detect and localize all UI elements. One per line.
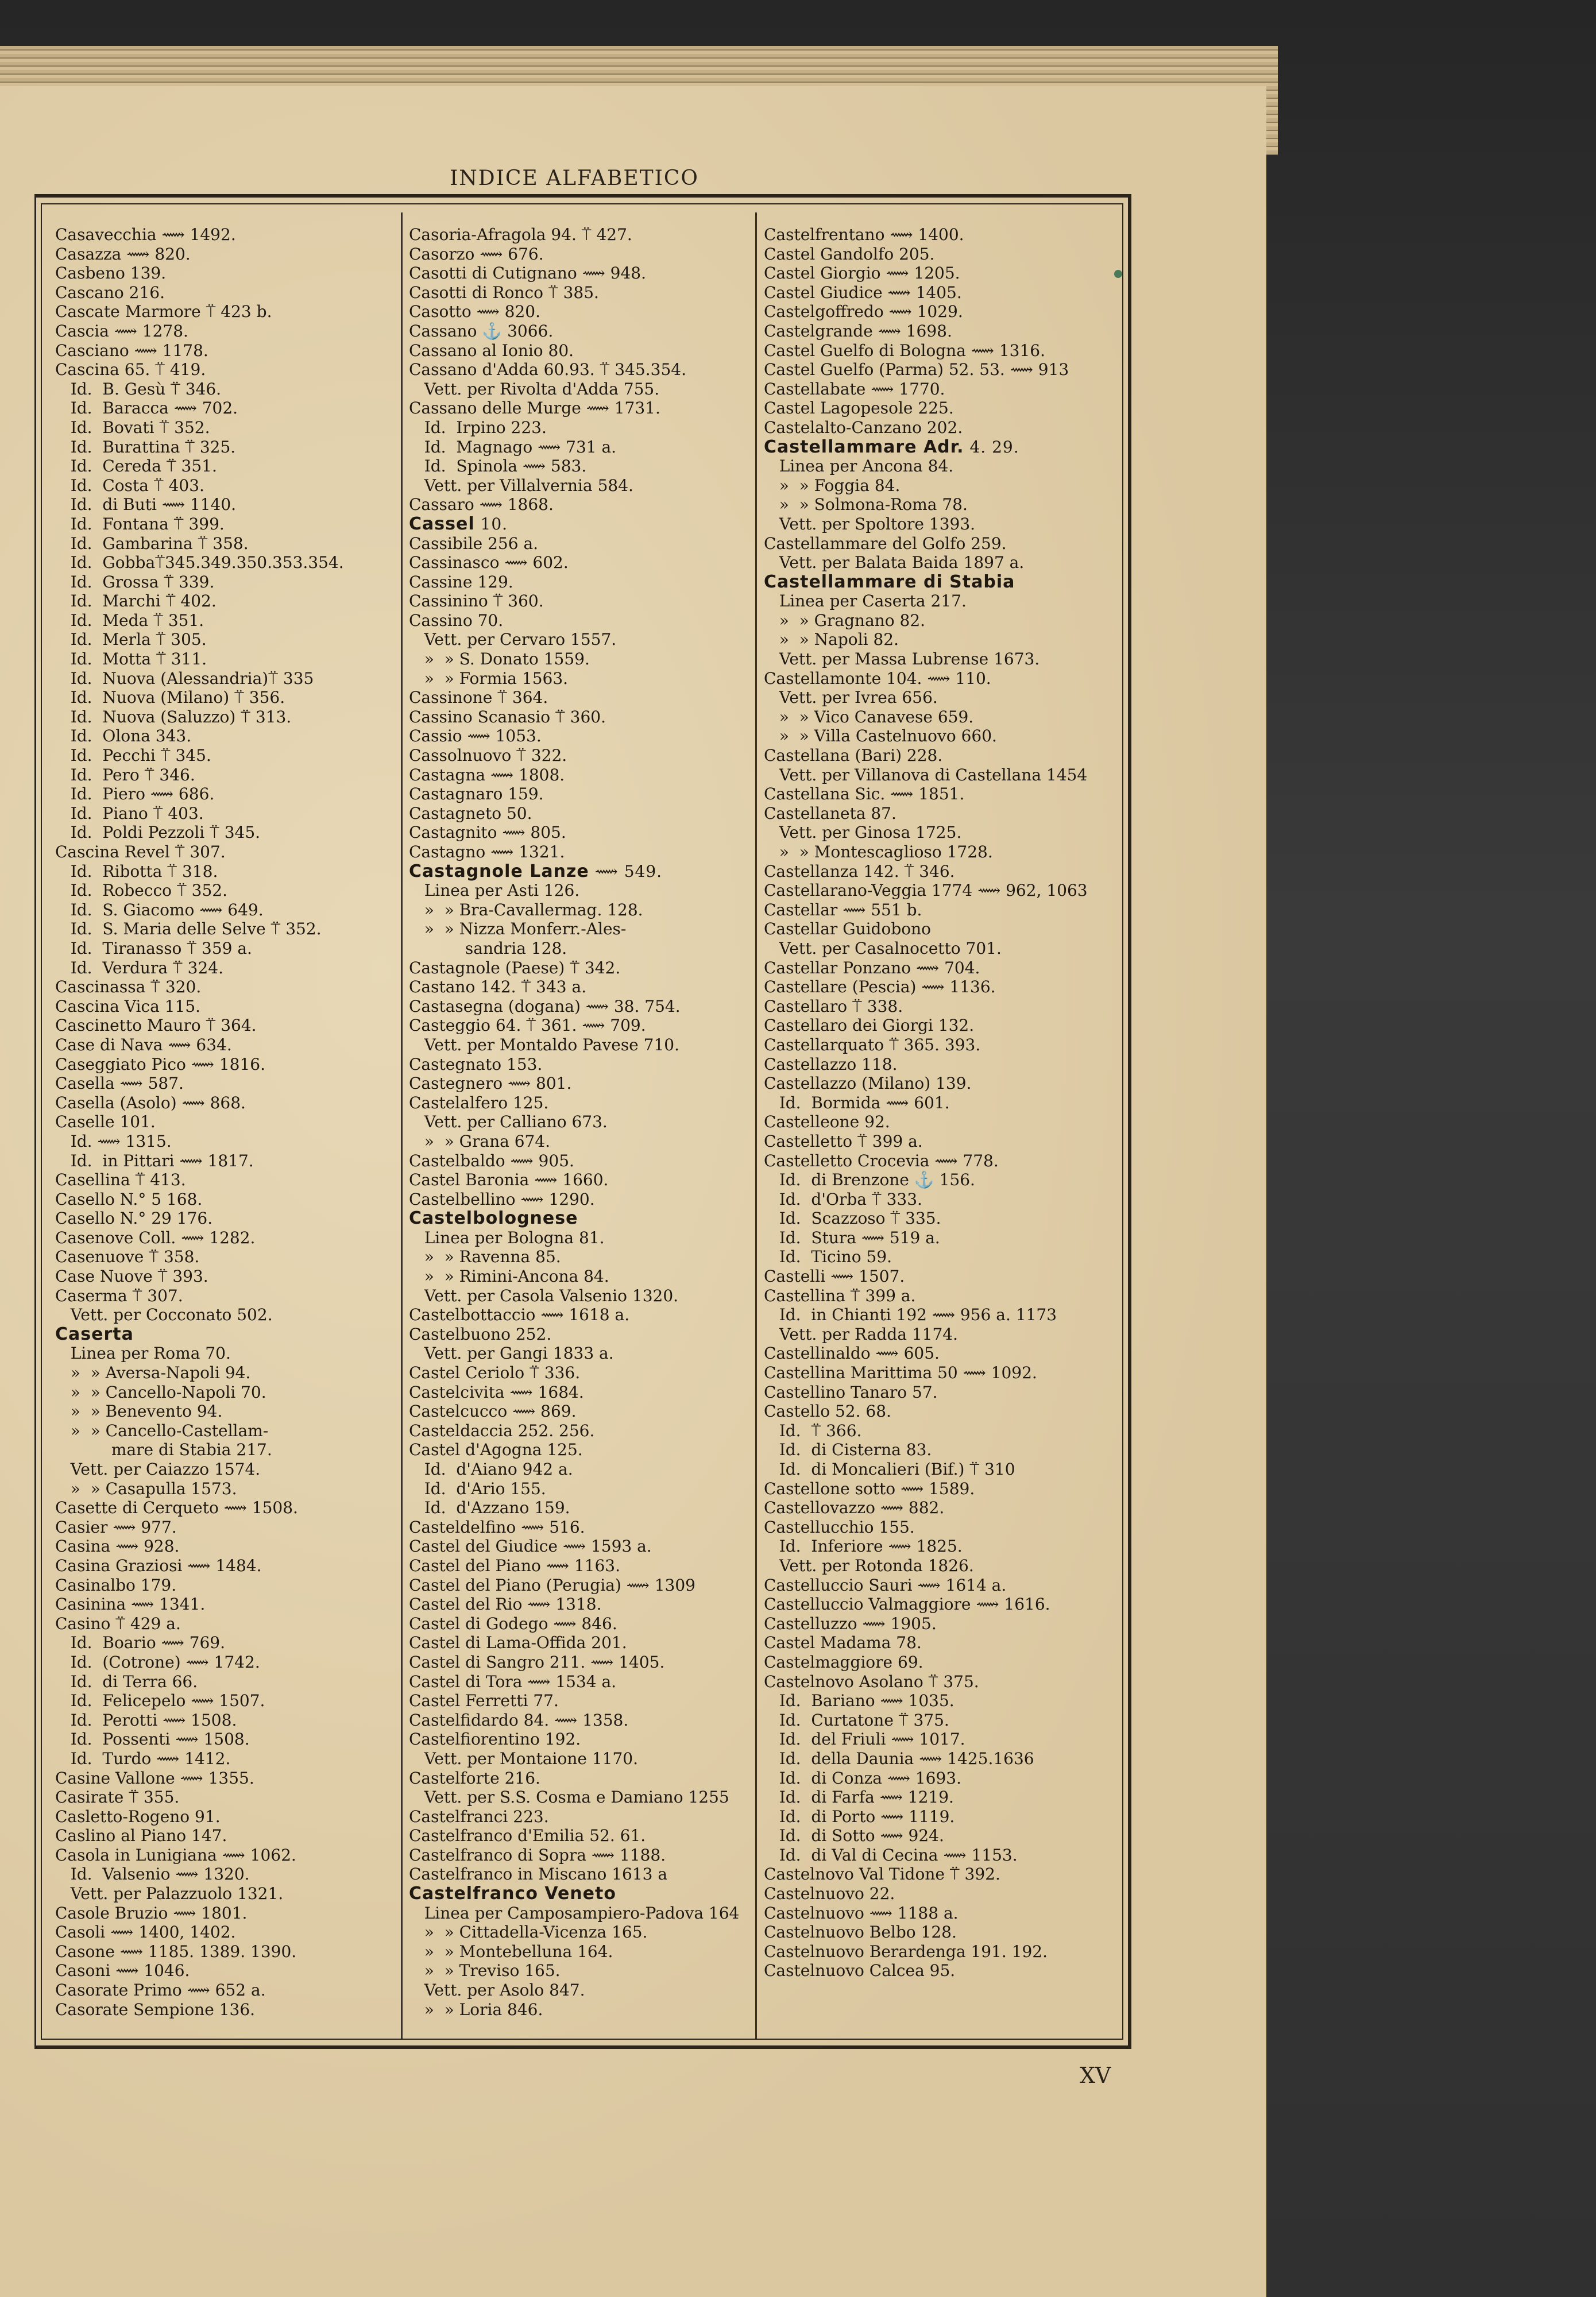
page-header: INDICE ALFABETICO <box>450 167 699 190</box>
index-heading-entry: Castellammare di Stabia <box>764 572 1015 592</box>
index-entry: Cassio ⟿ 1053. <box>409 726 542 746</box>
index-entry: Castel di Sangro 211. ⟿ 1405. <box>409 1652 665 1672</box>
index-entry: Casone ⟿ 1185. 1389. 1390. <box>55 1942 297 1961</box>
index-entry: Case Nuove ⍡ 393. <box>55 1267 208 1286</box>
index-entry: Castelleone 92. <box>764 1112 890 1132</box>
index-entry: Castelluccio Sauri ⟿ 1614 a. <box>764 1575 1007 1595</box>
index-entry: » » Bra-Cavallermag. 128. <box>409 900 643 919</box>
index-entry: Id. Curtatone ⍡ 375. <box>764 1710 949 1730</box>
index-entry: Id. d'Azzano 159. <box>409 1498 570 1518</box>
ink-spot <box>1114 270 1122 278</box>
index-entry: Castagnole (Paese) ⍡ 342. <box>409 958 621 977</box>
index-entry: Castelcivita ⟿ 1684. <box>409 1382 584 1402</box>
index-entry: Castellino Tanaro 57. <box>764 1382 938 1402</box>
index-entry: Id. Nuova (Milano) ⍡ 356. <box>55 688 285 707</box>
index-entry: Casorate Primo ⟿ 652 a. <box>55 1981 266 2000</box>
index-entry: Id. in Chianti 192 ⟿ 956 a. 1173 <box>764 1305 1057 1325</box>
index-entry: Castel di Lama-Offida 201. <box>409 1633 627 1653</box>
index-entry: Casello N.° 5 168. <box>55 1189 203 1209</box>
index-entry: Casletto-Rogeno 91. <box>55 1807 221 1826</box>
index-entry: Castellaneta 87. <box>764 803 896 823</box>
index-entry: Vett. per Rivolta d'Adda 755. <box>409 379 660 399</box>
index-entry: Cassinasco ⟿ 602. <box>409 553 569 573</box>
index-entry: Castagna ⟿ 1808. <box>409 765 565 784</box>
index-entry: Castel Lagopesole 225. <box>764 399 954 418</box>
index-entry: Castel Madama 78. <box>764 1633 922 1653</box>
index-entry: Id. Robecco ⍡ 352. <box>55 881 227 900</box>
index-entry: Id. Scazzoso ⍡ 335. <box>764 1209 941 1228</box>
index-entry: Castellovazzo ⟿ 882. <box>764 1498 945 1518</box>
index-entry: Id. d'Ario 155. <box>409 1479 546 1498</box>
index-entry: » » Napoli 82. <box>764 630 899 649</box>
index-entry: Castel di Tora ⟿ 1534 a. <box>409 1672 617 1691</box>
index-entry: Castelgrande ⟿ 1698. <box>764 321 952 341</box>
index-entry: Castelnuovo Berardenga 191. 192. <box>764 1942 1048 1961</box>
index-entry: Id. di Val di Cecina ⟿ 1153. <box>764 1845 1018 1865</box>
heading-name: Castellammare Adr. <box>764 437 964 457</box>
column-divider-2 <box>755 212 757 2039</box>
index-entry: Id. ⟿ 1315. <box>55 1131 172 1151</box>
index-entry: Castelnovo Asolano ⍡ 375. <box>764 1672 979 1691</box>
index-entry: Castelnovo Val Tidone ⍡ 392. <box>764 1865 1000 1884</box>
index-entry: Casteldelfino ⟿ 516. <box>409 1517 585 1537</box>
index-entry: Castellana Sic. ⟿ 1851. <box>764 784 965 804</box>
index-entry: Linea per Roma 70. <box>55 1344 231 1363</box>
index-entry: Id. di Buti ⟿ 1140. <box>55 495 237 515</box>
index-entry: Id. Nuova (Alessandria)⍡ 335 <box>55 668 314 688</box>
index-entry: Casine Vallone ⟿ 1355. <box>55 1768 254 1788</box>
index-entry: Id. Pero ⍡ 346. <box>55 765 195 784</box>
index-entry: Vett. per Villanova di Castellana 1454 <box>764 765 1088 784</box>
index-entry: Castelfranco d'Emilia 52. 61. <box>409 1826 646 1846</box>
index-entry: Castasegna (dogana) ⟿ 38. 754. <box>409 996 681 1016</box>
index-entry: Castel di Godego ⟿ 846. <box>409 1614 617 1633</box>
index-column-1 <box>55 225 400 2019</box>
index-entry: Castelfranci 223. <box>409 1807 549 1826</box>
index-entry: » » Cancello-Castellam- <box>55 1421 269 1440</box>
index-column-3 <box>764 225 1108 1981</box>
index-entry: Casole Bruzio ⟿ 1801. <box>55 1903 248 1923</box>
index-entry: Castegnato 153. <box>409 1054 543 1074</box>
index-entry: Casteggio 64. ⍡ 361. ⟿ 709. <box>409 1016 646 1035</box>
index-entry: Castellabate ⟿ 1770. <box>764 379 945 399</box>
index-entry: Castelbottaccio ⟿ 1618 a. <box>409 1305 630 1325</box>
index-entry: Castelfranco in Miscano 1613 a <box>409 1865 668 1884</box>
index-entry: Caseggiato Pico ⟿ 1816. <box>55 1054 265 1074</box>
index-entry: » » Vico Canavese 659. <box>764 707 974 726</box>
index-entry: Vett. per Montaione 1170. <box>409 1749 638 1768</box>
index-entry: Vett. per Balata Baida 1897 a. <box>764 553 1025 573</box>
index-entry: Castelfrentano ⟿ 1400. <box>764 225 964 244</box>
index-entry: » » Aversa-Napoli 94. <box>55 1363 251 1383</box>
index-entry: Id. Burattina ⍡ 325. <box>55 437 236 457</box>
index-entry: Id. del Friuli ⟿ 1017. <box>764 1730 965 1749</box>
index-entry: » » Foggia 84. <box>764 475 901 495</box>
index-entry: » » Grana 674. <box>409 1131 551 1151</box>
index-entry: Castel d'Agogna 125. <box>409 1440 583 1460</box>
index-entry: Vett. per Radda 1174. <box>764 1324 959 1344</box>
heading-name: Castagnole Lanze <box>409 861 589 881</box>
index-entry: Id. Baracca ⟿ 702. <box>55 399 238 418</box>
index-entry: Castellazzo (Milano) 139. <box>764 1074 972 1093</box>
index-entry: Castelbuono 252. <box>409 1324 552 1344</box>
index-entry: Id. Ticino 59. <box>764 1247 892 1267</box>
index-entry: » » Villa Castelnuovo 660. <box>764 726 997 746</box>
index-entry: Castel Guelfo (Parma) 52. 53. ⟿ 913 <box>764 360 1069 380</box>
index-entry: Linea per Asti 126. <box>409 881 580 900</box>
index-entry: Caslino al Piano 147. <box>55 1826 227 1846</box>
index-entry: Id. Gambarina ⍡ 358. <box>55 533 249 553</box>
index-entry: Id. di Moncalieri (Bif.) ⍡ 310 <box>764 1460 1015 1479</box>
index-entry: Id. della Daunia ⟿ 1425.1636 <box>764 1749 1034 1768</box>
index-entry: Casola in Lunigiana ⟿ 1062. <box>55 1845 296 1865</box>
index-entry: Castelalto-Canzano 202. <box>764 417 963 437</box>
index-entry: Castel Giorgio ⟿ 1205. <box>764 264 960 283</box>
index-entry: » » Loria 846. <box>409 2000 543 2019</box>
index-entry: Casotti di Cutignano ⟿ 948. <box>409 264 646 283</box>
index-entry: Caserma ⍡ 307. <box>55 1286 183 1305</box>
index-entry: Cassinone ⍡ 364. <box>409 688 548 707</box>
index-entry: Casbeno 139. <box>55 264 167 283</box>
index-entry: Vett. per Massa Lubrense 1673. <box>764 649 1040 669</box>
index-entry: Castellarano-Veggia 1774 ⟿ 962, 1063 <box>764 881 1088 900</box>
index-entry: Cascina Vica 115. <box>55 996 201 1016</box>
index-entry: Id. Bariano ⟿ 1035. <box>764 1691 954 1711</box>
index-entry: Id. Perotti ⟿ 1508. <box>55 1710 237 1730</box>
index-entry: Casoni ⟿ 1046. <box>55 1961 190 1981</box>
index-entry: Casciano ⟿ 1178. <box>55 341 208 360</box>
index-entry: Castello 52. 68. <box>764 1402 891 1421</box>
index-entry: Vett. per Casola Valsenio 1320. <box>409 1286 679 1305</box>
index-entry: Id. S. Maria delle Selve ⍡ 352. <box>55 919 322 939</box>
index-entry: Cassinino ⍡ 360. <box>409 591 544 611</box>
index-entry: Id. ⍡ 366. <box>764 1421 862 1440</box>
index-entry: Linea per Camposampiero-Padova 164 <box>409 1903 740 1923</box>
index-entry: Castellana (Bari) 228. <box>764 746 943 765</box>
index-entry: Castellone sotto ⟿ 1589. <box>764 1479 975 1498</box>
index-entry: Castelletto Crocevia ⟿ 778. <box>764 1151 999 1170</box>
index-entry: Casazza ⟿ 820. <box>55 244 191 264</box>
index-entry: Id. Gobba⍡345.349.350.353.354. <box>55 553 344 573</box>
index-entry: Castellammare del Golfo 259. <box>764 533 1007 553</box>
index-entry: Casinalbo 179. <box>55 1575 177 1595</box>
index-entry: Vett. per Gangi 1833 a. <box>409 1344 614 1363</box>
index-entry: Id. Piero ⟿ 686. <box>55 784 215 804</box>
index-entry: Id. in Pittari ⟿ 1817. <box>55 1151 254 1170</box>
index-entry: Casina Graziosi ⟿ 1484. <box>55 1556 262 1575</box>
index-entry: Vett. per S.S. Cosma e Damiano 1255 <box>409 1788 729 1807</box>
index-entry: Id. B. Gesù ⍡ 346. <box>55 379 222 399</box>
index-entry: Id. di Cisterna 83. <box>764 1440 932 1460</box>
index-entry: Casenuove ⍡ 358. <box>55 1247 200 1267</box>
index-entry: Cascano 216. <box>55 283 165 302</box>
index-entry: Castel del Piano ⟿ 1163. <box>409 1556 620 1575</box>
index-entry: Castellamonte 104. ⟿ 110. <box>764 668 991 688</box>
index-entry: Casette di Cerqueto ⟿ 1508. <box>55 1498 298 1518</box>
index-entry: Id. Valsenio ⟿ 1320. <box>55 1865 250 1884</box>
index-entry: Castellaro dei Giorgi 132. <box>764 1016 975 1035</box>
index-entry: Id. Grossa ⍡ 339. <box>55 572 215 591</box>
heading-refs: 4. 29. <box>964 437 1019 457</box>
index-entry: » » Cancello-Napoli 70. <box>55 1382 266 1402</box>
index-entry: Id. Poldi Pezzoli ⍡ 345. <box>55 823 261 842</box>
index-entry: Id. Costa ⍡ 403. <box>55 475 204 495</box>
index-entry: Vett. per Asolo 847. <box>409 1981 585 2000</box>
index-entry: Castelbaldo ⟿ 905. <box>409 1151 574 1170</box>
index-entry: Vett. per Casalnocetto 701. <box>764 938 1002 958</box>
index-entry: Caselle 101. <box>55 1112 156 1132</box>
index-entry: Id. Tiranasso ⍡ 359 a. <box>55 938 252 958</box>
index-column-2 <box>409 225 753 2019</box>
index-entry: Cassolnuovo ⍡ 322. <box>409 746 567 765</box>
index-entry: Casorate Sempione 136. <box>55 2000 256 2019</box>
index-entry: Castelfranco di Sopra ⟿ 1188. <box>409 1845 666 1865</box>
index-entry: Castelforte 216. <box>409 1768 540 1788</box>
index-entry: Castagneto 50. <box>409 803 532 823</box>
index-entry: Castelnuovo ⟿ 1188 a. <box>764 1903 959 1923</box>
index-entry: » » Montescaglioso 1728. <box>764 842 993 861</box>
index-entry: Castagnaro 159. <box>409 784 544 804</box>
heading-refs: 10. <box>474 514 508 533</box>
index-entry: Cassano al Ionio 80. <box>409 341 574 360</box>
index-entry: Cassibile 256 a. <box>409 533 539 553</box>
index-entry: Castagno ⟿ 1321. <box>409 842 565 861</box>
index-entry: » » Treviso 165. <box>409 1961 561 1981</box>
index-entry: Castelnuovo Belbo 128. <box>764 1923 957 1942</box>
index-entry: Id. d'Aiano 942 a. <box>409 1460 573 1479</box>
index-entry: Casinina ⟿ 1341. <box>55 1595 206 1614</box>
index-heading-entry <box>764 438 1108 457</box>
index-entry: Castelluzzo ⟿ 1905. <box>764 1614 937 1633</box>
index-entry: Cascinassa ⍡ 320. <box>55 977 202 997</box>
index-entry: Castellazzo 118. <box>764 1054 898 1074</box>
index-entry: Id. Turdo ⟿ 1412. <box>55 1749 231 1768</box>
index-entry: Castellare (Pescia) ⟿ 1136. <box>764 977 996 997</box>
index-entry: Castellar Ponzano ⟿ 704. <box>764 958 980 977</box>
index-entry: Id. Olona 343. <box>55 726 192 746</box>
index-entry: Castellina Marittima 50 ⟿ 1092. <box>764 1363 1037 1383</box>
index-entry: Vett. per Spoltore 1393. <box>764 514 976 533</box>
index-entry: » » Nizza Monferr.-Ales- <box>409 919 627 939</box>
index-entry: Castel del Giudice ⟿ 1593 a. <box>409 1537 652 1556</box>
index-entry: Id. Inferiore ⟿ 1825. <box>764 1537 963 1556</box>
index-entry: Casavecchia ⟿ 1492. <box>55 225 236 244</box>
index-entry: Castellaro ⍡ 338. <box>764 996 903 1016</box>
index-heading-entry: Caserta <box>55 1324 134 1344</box>
index-entry: Castelmaggiore 69. <box>764 1652 923 1672</box>
index-entry: Casoli ⟿ 1400, 1402. <box>55 1923 236 1942</box>
index-entry: » » Solmona-Roma 78. <box>764 495 968 515</box>
index-entry: Cascina 65. ⍡ 419. <box>55 360 206 380</box>
index-entry: Id. S. Giacomo ⟿ 649. <box>55 900 264 919</box>
index-entry: Cassino Scanasio ⍡ 360. <box>409 707 606 726</box>
heading-name: Cassel <box>409 514 475 534</box>
column-divider-1 <box>401 212 403 2039</box>
index-entry: » » Formia 1563. <box>409 668 569 688</box>
index-entry: Id. Irpino 223. <box>409 417 547 437</box>
index-entry: Castelnuovo Calcea 95. <box>764 1961 956 1981</box>
index-entry: Casello N.° 29 176. <box>55 1209 213 1228</box>
index-entry: Id. di Porto ⟿ 1119. <box>764 1807 955 1826</box>
index-entry: » » Montebelluna 164. <box>409 1942 613 1961</box>
index-entry: Castegnero ⟿ 801. <box>409 1074 572 1093</box>
index-heading-entry: Castelfranco Veneto <box>409 1884 616 1904</box>
index-entry: Castellar Guidobono <box>764 919 932 939</box>
index-entry: Vett. per Calliano 673. <box>409 1112 608 1132</box>
index-entry: Vett. per Caiazzo 1574. <box>55 1460 261 1479</box>
index-entry: Id. Bormida ⟿ 601. <box>764 1093 950 1112</box>
index-entry: Linea per Bologna 81. <box>409 1228 605 1247</box>
index-entry: » » Ravenna 85. <box>409 1247 561 1267</box>
index-entry: Id. di Terra 66. <box>55 1672 198 1691</box>
index-entry: Castel del Rio ⟿ 1318. <box>409 1595 602 1614</box>
index-entry: Cassaro ⟿ 1868. <box>409 495 554 515</box>
index-entry: Castel Ferretti 77. <box>409 1691 559 1711</box>
index-entry: Linea per Ancona 84. <box>764 457 954 476</box>
index-entry: Id. Stura ⟿ 519 a. <box>764 1228 940 1247</box>
index-entry: Castellina ⍡ 399 a. <box>764 1286 916 1305</box>
index-entry: Id. Nuova (Saluzzo) ⍡ 313. <box>55 707 292 726</box>
index-entry: » » Benevento 94. <box>55 1402 223 1421</box>
index-entry: Cassine 129. <box>409 572 513 591</box>
index-entry: » » Cittadella-Vicenza 165. <box>409 1923 648 1942</box>
index-entry: Case di Nava ⟿ 634. <box>55 1035 232 1054</box>
index-entry: Casirate ⍡ 355. <box>55 1788 180 1807</box>
index-entry: Casorzo ⟿ 676. <box>409 244 544 264</box>
index-entry: Id. Marchi ⍡ 402. <box>55 591 217 611</box>
index-entry: Casino ⍡ 429 a. <box>55 1614 181 1633</box>
index-entry: Id. Ribotta ⍡ 318. <box>55 861 218 881</box>
index-entry: Id. Bovati ⍡ 352. <box>55 417 210 437</box>
index-entry: Cassino 70. <box>409 610 504 630</box>
index-entry: Vett. per Villalvernia 584. <box>409 475 633 495</box>
index-entry: Id. Possenti ⟿ 1508. <box>55 1730 250 1749</box>
index-entry: Id. di Sotto ⟿ 924. <box>764 1826 944 1846</box>
index-entry: Castellinaldo ⟿ 605. <box>764 1344 940 1363</box>
index-entry: Castel Guelfo di Bologna ⟿ 1316. <box>764 341 1045 360</box>
index-entry: Id. Merla ⍡ 305. <box>55 630 207 649</box>
index-entry: » » S. Donato 1559. <box>409 649 590 669</box>
index-entry: Casteldaccia 252. 256. <box>409 1421 595 1440</box>
index-entry: Vett. per Ginosa 1725. <box>764 823 962 842</box>
index-entry: Id. di Brenzone ⚓ 156. <box>764 1170 975 1190</box>
index-entry: Castelnuovo 22. <box>764 1884 895 1904</box>
index-entry: Castelalfero 125. <box>409 1093 549 1112</box>
heading-refs: ⟿ 549. <box>589 861 663 881</box>
index-entry: Castelli ⟿ 1507. <box>764 1267 905 1286</box>
index-entry: Id. Motta ⍡ 311. <box>55 649 207 669</box>
index-entry: Casella ⟿ 587. <box>55 1074 184 1093</box>
index-entry: Id. Fontana ⍡ 399. <box>55 514 225 533</box>
index-entry: Castelluccio Valmaggiore ⟿ 1616. <box>764 1595 1050 1614</box>
index-entry: Cassano d'Adda 60.93. ⍡ 345.354. <box>409 360 686 380</box>
index-entry: Id. Verdura ⍡ 324. <box>55 958 223 977</box>
index-entry: Id. Pecchi ⍡ 345. <box>55 746 211 765</box>
index-entry: Castelcucco ⟿ 869. <box>409 1402 577 1421</box>
index-entry: Cascina Revel ⍡ 307. <box>55 842 226 861</box>
index-entry: Cascia ⟿ 1278. <box>55 321 188 341</box>
index-entry: Cascinetto Mauro ⍡ 364. <box>55 1016 257 1035</box>
index-entry: Cassano delle Murge ⟿ 1731. <box>409 399 660 418</box>
index-entry: Castellarquato ⍡ 365. 393. <box>764 1035 981 1054</box>
index-entry: Casier ⟿ 977. <box>55 1517 177 1537</box>
index-entry: » » Rimini-Ancona 84. <box>409 1267 609 1286</box>
index-entry: Castelfiorentino 192. <box>409 1730 581 1749</box>
index-entry: mare di Stabia 217. <box>55 1440 272 1460</box>
index-entry: Linea per Caserta 217. <box>764 591 967 611</box>
index-entry: Id. Magnago ⟿ 731 a. <box>409 437 617 457</box>
index-entry: » » Casapulla 1573. <box>55 1479 237 1498</box>
index-entry: Id. di Farfa ⟿ 1219. <box>764 1788 954 1807</box>
index-entry: Id. Boario ⟿ 769. <box>55 1633 225 1653</box>
index-entry: Castel del Piano (Perugia) ⟿ 1309 <box>409 1575 695 1595</box>
index-entry: Castel Giudice ⟿ 1405. <box>764 283 962 302</box>
index-heading-entry <box>409 515 753 534</box>
index-entry: Casina ⟿ 928. <box>55 1537 180 1556</box>
index-entry: Castano 142. ⍡ 343 a. <box>409 977 587 997</box>
index-entry: Casoria-Afragola 94. ⍡ 427. <box>409 225 632 244</box>
index-entry: Castelgoffredo ⟿ 1029. <box>764 302 963 322</box>
index-entry: » » Gragnano 82. <box>764 610 926 630</box>
index-entry: Id. di Conza ⟿ 1693. <box>764 1768 962 1788</box>
index-heading-entry: Castelbolognese <box>409 1209 578 1228</box>
index-entry: Id. Piano ⍡ 403. <box>55 803 204 823</box>
index-entry: Vett. per Cocconato 502. <box>55 1305 273 1325</box>
page-number: XV <box>1080 2063 1111 2088</box>
index-entry: Id. (Cotrone) ⟿ 1742. <box>55 1652 260 1672</box>
index-entry: Castelbellino ⟿ 1290. <box>409 1189 595 1209</box>
index-entry: Id. Felicepelo ⟿ 1507. <box>55 1691 265 1711</box>
index-entry: Vett. per Palazzuolo 1321. <box>55 1884 284 1904</box>
index-entry: Castelletto ⍡ 399 a. <box>764 1131 923 1151</box>
index-entry: Castagnito ⟿ 805. <box>409 823 566 842</box>
index-entry: Castellanza 142. ⍡ 346. <box>764 861 955 881</box>
index-entry: Id. Spinola ⟿ 583. <box>409 457 587 476</box>
index-entry: Castelfidardo 84. ⟿ 1358. <box>409 1710 629 1730</box>
index-entry: sandria 128. <box>409 938 567 958</box>
index-entry: Castel Baronia ⟿ 1660. <box>409 1170 609 1190</box>
index-entry: Casenove Coll. ⟿ 1282. <box>55 1228 256 1247</box>
index-entry: Castel Ceriolo ⍡ 336. <box>409 1363 581 1383</box>
index-entry: Cascate Marmore ⍡ 423 b. <box>55 302 272 322</box>
index-heading-entry <box>409 862 753 881</box>
index-entry: Casellina ⍡ 413. <box>55 1170 186 1190</box>
index-entry: Castel Gandolfo 205. <box>764 244 935 264</box>
index-entry: Casella (Asolo) ⟿ 868. <box>55 1093 246 1112</box>
index-entry: Vett. per Ivrea 656. <box>764 688 938 707</box>
index-entry: Casotto ⟿ 820. <box>409 302 540 322</box>
index-entry: Vett. per Montaldo Pavese 710. <box>409 1035 679 1054</box>
index-entry: Id. Meda ⍡ 351. <box>55 610 204 630</box>
index-entry: Id. d'Orba ⍡ 333. <box>764 1189 922 1209</box>
index-entry: Cassano ⚓ 3066. <box>409 321 554 341</box>
index-entry: Casotti di Ronco ⍡ 385. <box>409 283 599 302</box>
index-entry: Vett. per Cervaro 1557. <box>409 630 617 649</box>
index-entry: Vett. per Rotonda 1826. <box>764 1556 974 1575</box>
index-entry: Castellucchio 155. <box>764 1517 915 1537</box>
index-entry: Id. Cereda ⍡ 351. <box>55 457 217 476</box>
index-entry: Castellar ⟿ 551 b. <box>764 900 922 919</box>
